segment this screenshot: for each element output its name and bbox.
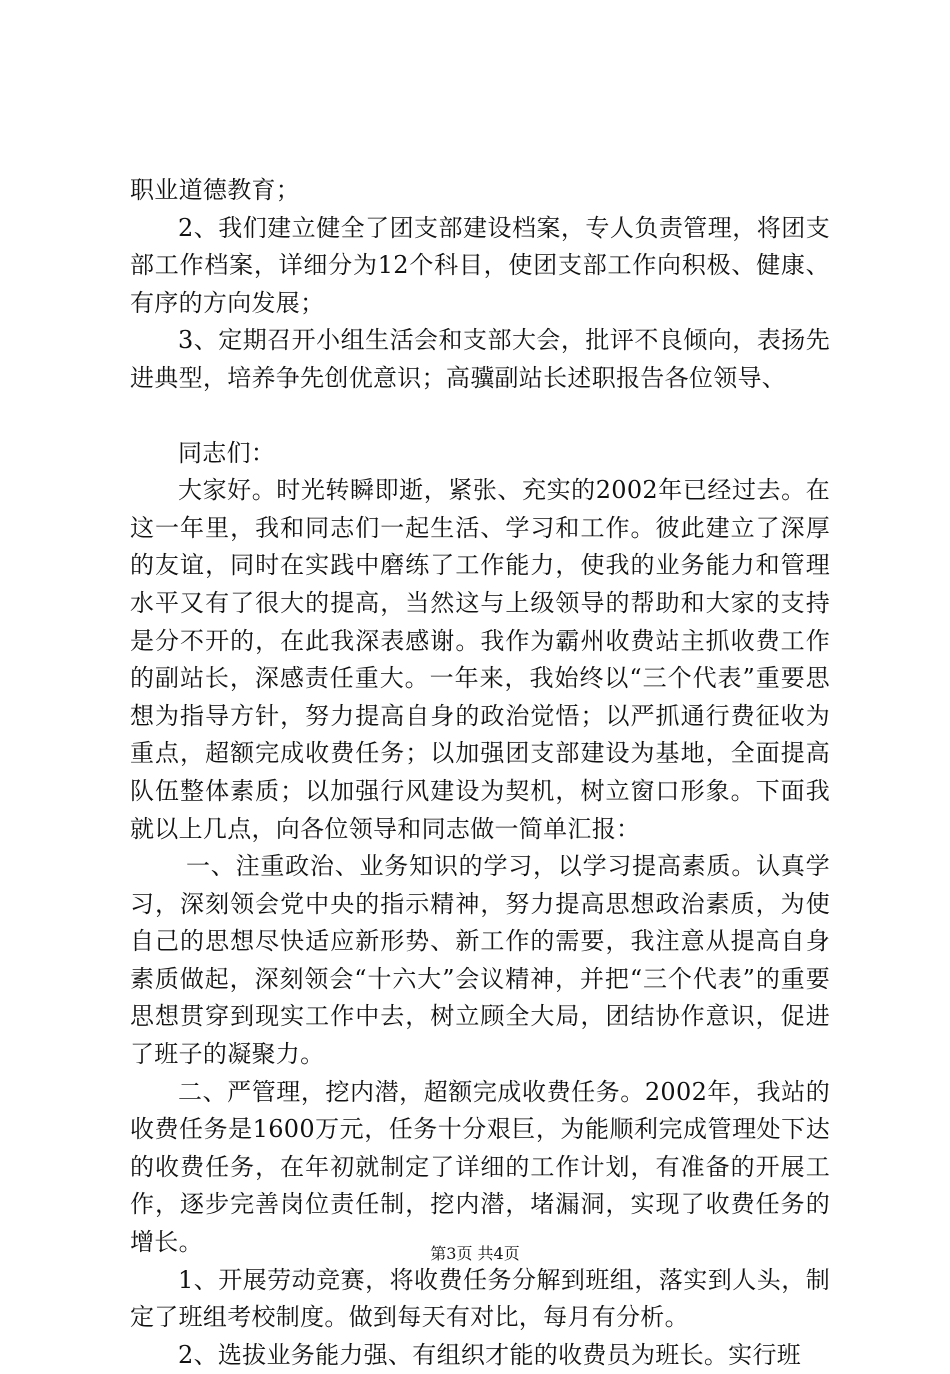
paragraph-labor-competition: 1、开展劳动竞赛，将收费任务分解到班组，落实到人头，制定了班组考校制度。做到每天有对比，每月有分析。	[130, 1265, 830, 1332]
paragraph-greeting: 同志们：	[178, 438, 276, 467]
paragraph-introduction: 大家好。时光转瞬即逝，紧张、充实的2002年已经过去。在这一年里，我和同志们一起生活、学习和工作。彼此建立了深厚的友谊，同时在实践中磨练了工作能力，使我的业务能力和管理水平又有了很大的提高，当然这与上级领导的帮助和大家的支持是分不开的，在此我深表感谢。我作为霸州收费站主抓收费工作的副站长，深感责任重大。一年来，我始终以“三个代表”重要思想为指导方针，努力提高自身的政治觉悟；以严抓通行费征收为重点，超额完成收费任务；以加强团支部建设为基地，全面提高队伍整体素质；以加强行风建设为契机，树立窗口形象。下面我就以上几点，向各位领导和同志做一简单汇报：	[130, 476, 830, 843]
paragraph-meetings: 3、定期召开小组生活会和支部大会，批评不良倾向，表扬先进典型，培养争先创优意识；高骥副站长述职报告各位领导、	[130, 326, 830, 392]
paragraph-moral-education: 职业道德教育；	[130, 176, 301, 204]
paragraph-gap	[130, 398, 830, 435]
document-body	[130, 172, 830, 1374]
paragraph-archive: 2、我们建立健全了团支部建设档案，专人负责管理，将团支部工作档案，详细分为12个科目，使团支部工作向积极、健康、有序的方向发展；	[130, 213, 830, 317]
paragraph-section-one: 一、注重政治、业务知识的学习，以学习提高素质。认真学习，深刻领会党中央的指示精神，努力提高思想政治素质，为使自己的思想尽快适应新形势、新工作的需要，我注意从提高自身素质做起，深刻领会“十六大”会议精神，并把“三个代表”的重要思想贯穿到现实工作中去，树立顾全大局，团结协作意识，促进了班子的凝聚力。	[130, 852, 830, 1069]
paragraph-section-two: 二、严管理，挖内潜，超额完成收费任务。2002年，我站的收费任务是1600万元，任务十分艰巨，为能顺利完成管理处下达的收费任务，在年初就制定了详细的工作计划，有准备的开展工作，逐步完善岗位责任制，挖内潜，堵漏洞，实现了收费任务的增长。	[130, 1077, 830, 1257]
page-number-footer: 第3页 共4页	[430, 1244, 520, 1263]
paragraph-team-leaders: 2、选拔业务能力强、有组织才能的收费员为班长。实行班	[178, 1340, 802, 1369]
